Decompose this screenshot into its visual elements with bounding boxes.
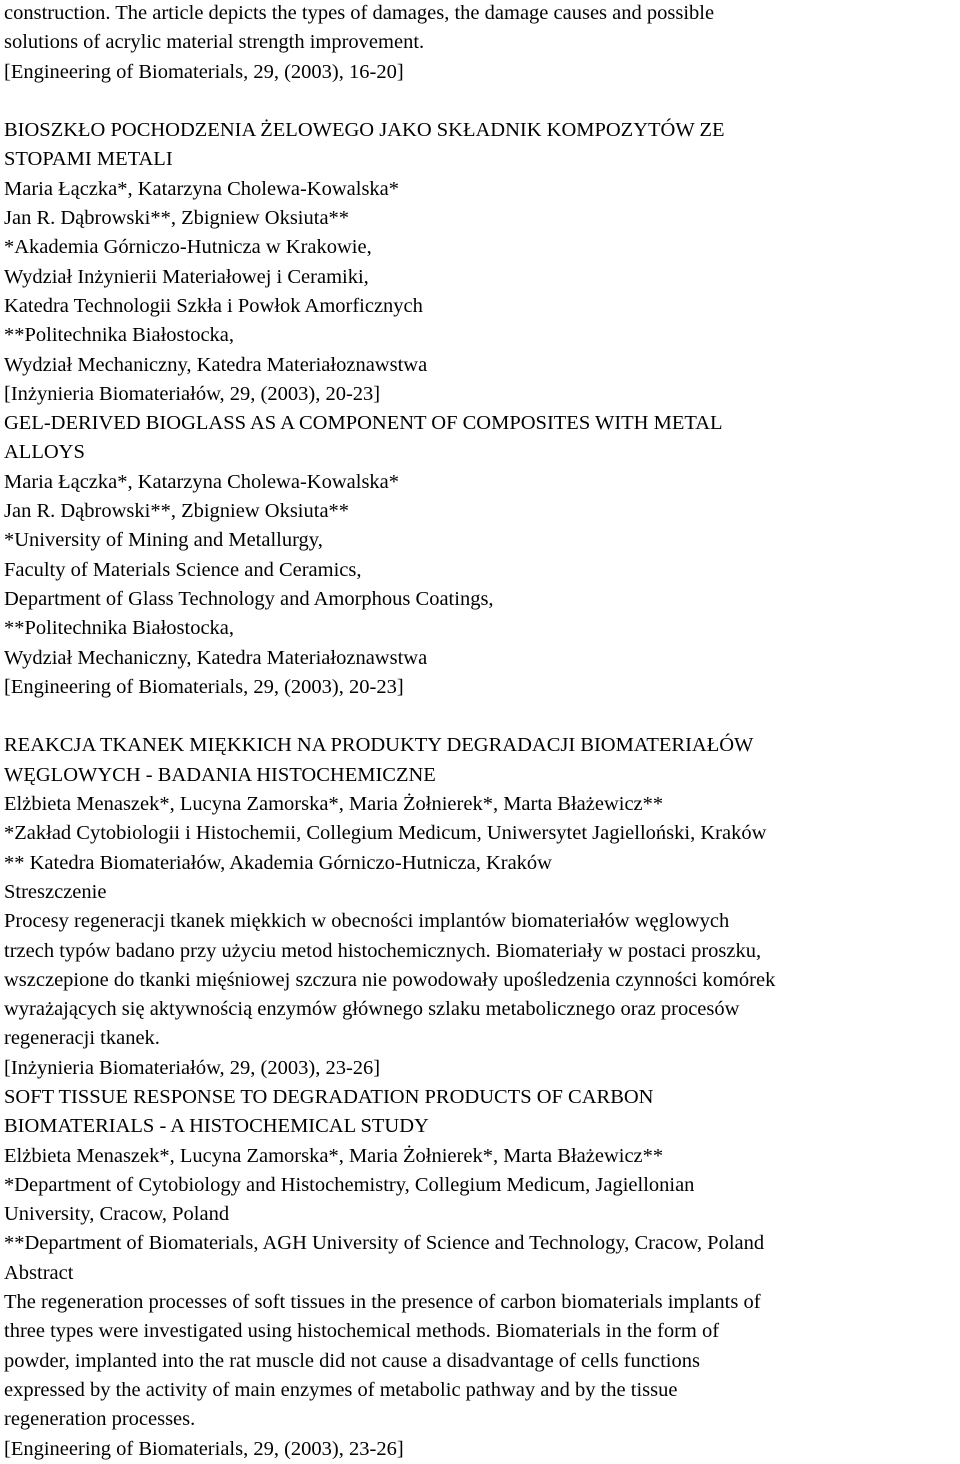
article-authors: Maria Łączka*, Katarzyna Cholewa-Kowalska*: [4, 470, 400, 493]
article-title: WĘGLOWYCH - BADANIA HISTOCHEMICZNE: [4, 763, 436, 786]
article-affiliation: **Politechnika Białostocka,: [4, 617, 235, 640]
article-affiliation: Katedra Technologii Szkła i Powłok Amorficznych: [4, 294, 423, 317]
abstract-line: trzech typów badano przy użyciu metod histochemicznych. Biomateriały w postaci proszku,: [4, 939, 762, 962]
article-affiliation: *University of Mining and Metallurgy,: [4, 529, 323, 552]
abstract-line: The regeneration processes of soft tissues in the presence of carbon biomaterials implants of: [4, 1291, 761, 1314]
article-affiliation: *Zakład Cytobiologii i Histochemii, Collegium Medicum, Uniwersytet Jagielloński, Kraków: [4, 822, 767, 845]
article-affiliation: ** Katedra Biomateriałów, Akademia Górniczo-Hutnicza, Kraków: [4, 851, 552, 874]
article-affiliation: University, Cracow, Poland: [4, 1203, 230, 1226]
paragraph-gap: [4, 702, 956, 731]
article-authors: Jan R. Dąbrowski**, Zbigniew Oksiuta**: [4, 207, 350, 230]
abstract-line: three types were investigated using histochemical methods. Biomaterials in the form of: [4, 1320, 720, 1343]
abstract-line: solutions of acrylic material strength improvement.: [4, 31, 425, 54]
article-title: BIOMATERIALS - A HISTOCHEMICAL STUDY: [4, 1115, 429, 1138]
article-affiliation: **Politechnika Białostocka,: [4, 324, 235, 347]
article-affiliation: Wydział Mechaniczny, Katedra Materiałoznawstwa: [4, 646, 428, 669]
article-title: REAKCJA TKANEK MIĘKKICH NA PRODUKTY DEGRADACJI BIOMATERIAŁÓW: [4, 734, 754, 757]
article-title: STOPAMI METALI: [4, 148, 173, 171]
citation: [Inżynieria Biomateriałów, 29, (2003), 20-23]: [4, 382, 381, 405]
article-pl-bioglass: [4, 116, 956, 409]
article-title: ALLOYS: [4, 441, 85, 464]
article-affiliation: Faculty of Materials Science and Ceramics,: [4, 558, 362, 581]
article-title: BIOSZKŁO POCHODZENIA ŻELOWEGO JAKO SKŁADNIK KOMPOZYTÓW ZE: [4, 119, 725, 142]
article-affiliation: *Department of Cytobiology and Histochemistry, Collegium Medicum, Jagiellonian: [4, 1173, 695, 1196]
article-authors: Jan R. Dąbrowski**, Zbigniew Oksiuta**: [4, 500, 350, 523]
article-affiliation: *Akademia Górniczo-Hutnicza w Krakowie,: [4, 236, 372, 259]
article-pl-soft-tissue: [4, 731, 956, 1083]
citation: [Engineering of Biomaterials, 29, (2003), 16-20]: [4, 60, 404, 83]
citation: [Engineering of Biomaterials, 29, (2003), 20-23]: [4, 675, 404, 698]
abstract-heading: Abstract: [4, 1261, 74, 1284]
paragraph-gap: [4, 87, 956, 116]
article-authors: Maria Łączka*, Katarzyna Cholewa-Kowalska*: [4, 177, 400, 200]
abstract-line: wszczepione do tkanki mięśniowej szczura nie powodowały upośledzenia czynności komórek: [4, 968, 776, 991]
article-authors: Elżbieta Menaszek*, Lucyna Zamorska*, Maria Żołnierek*, Marta Błażewicz**: [4, 1144, 664, 1167]
abstract-line: regeneracji tkanek.: [4, 1027, 160, 1050]
abstract-line: Procesy regeneracji tkanek miękkich w obecności implantów biomateriałów węglowych: [4, 910, 730, 933]
article-en-soft-tissue: [4, 1083, 956, 1464]
abstract-line: expressed by the activity of main enzymes of metabolic pathway and by the tissue: [4, 1378, 678, 1401]
previous-abstract-tail: [4, 0, 956, 87]
article-affiliation: Department of Glass Technology and Amorphous Coatings,: [4, 587, 494, 610]
article-title: GEL-DERIVED BIOGLASS AS A COMPONENT OF COMPOSITES WITH METAL: [4, 412, 723, 435]
abstract-line: powder, implanted into the rat muscle did not cause a disadvantage of cells functions: [4, 1349, 700, 1372]
article-affiliation: **Department of Biomaterials, AGH University of Science and Technology, Cracow, Poland: [4, 1232, 765, 1255]
article-affiliation: Wydział Mechaniczny, Katedra Materiałoznawstwa: [4, 353, 428, 376]
abstract-line: wyrażających się aktywnością enzymów głównego szlaku metabolicznego oraz procesów: [4, 998, 740, 1021]
abstract-line: construction. The article depicts the types of damages, the damage causes and possible: [4, 2, 715, 24]
abstract-line: regeneration processes.: [4, 1408, 196, 1431]
article-en-bioglass: [4, 409, 956, 702]
abstract-heading: Streszczenie: [4, 880, 107, 903]
article-authors: Elżbieta Menaszek*, Lucyna Zamorska*, Maria Żołnierek*, Marta Błażewicz**: [4, 793, 664, 816]
document-page: [4, 0, 956, 1464]
article-title: SOFT TISSUE RESPONSE TO DEGRADATION PRODUCTS OF CARBON: [4, 1085, 654, 1108]
citation: [Inżynieria Biomateriałów, 29, (2003), 23-26]: [4, 1056, 381, 1079]
citation: [Engineering of Biomaterials, 29, (2003), 23-26]: [4, 1437, 404, 1460]
article-affiliation: Wydział Inżynierii Materiałowej i Ceramiki,: [4, 265, 369, 288]
